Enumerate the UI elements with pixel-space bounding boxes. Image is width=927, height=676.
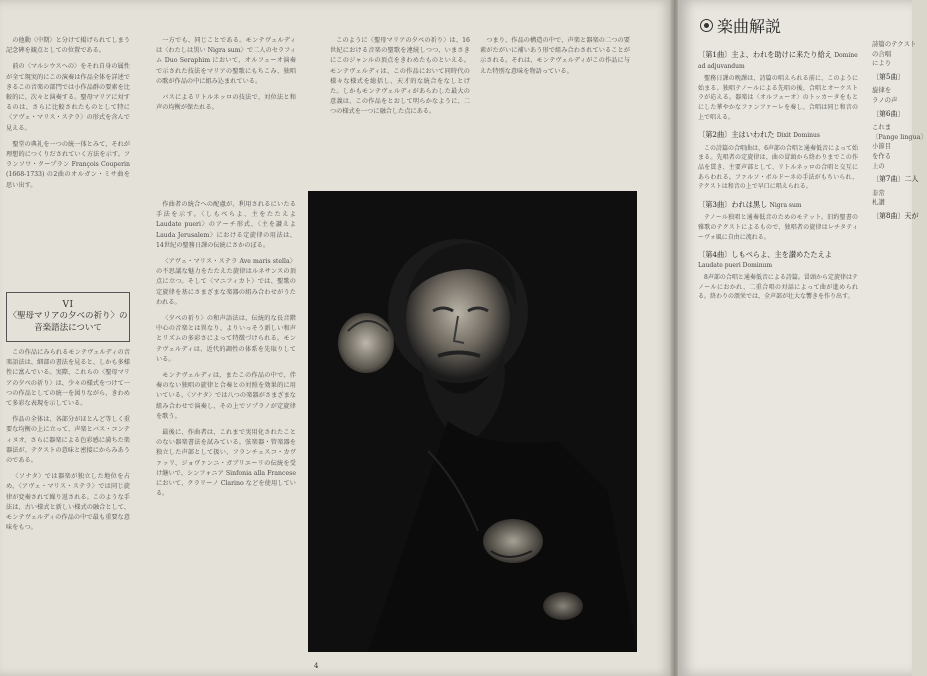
right-page-title [700, 14, 781, 37]
track-description: テノール独唱と通奏低音のためのモテット。旧約聖書の雅歌のテクストによるもので、独唱者の旋律はレチタティーヴォ風に自由に流れる。 [698, 214, 858, 241]
track-note [698, 50, 858, 122]
paragraph: の他動〈中期〉と分けて掲げられてしまう記念碑を観点としての位置である。 [6, 37, 130, 55]
portrait-illustration [308, 191, 637, 652]
edge-line: これま [872, 123, 892, 132]
edge-line: により [872, 59, 892, 68]
paragraph: バスによるリトルネッロの技法で、対位法と和声の均衡が保たれる。 [156, 94, 296, 112]
track-latin-title: Domine ad adjuvandum [698, 52, 858, 70]
edge-line: 札讃 [872, 198, 885, 207]
track-heading: 〔第4曲〕しもべらよ、主を讃めたたえよ [698, 250, 832, 260]
paragraph: 〈ソナタ〉では器楽が独立した地位を占め、〈アヴェ・マリス・ステラ〉では同じ旋律が変奏されて繰り返される。このような手法は、古い様式と新しい様式の融合として、モンテヴェルディの作品の中で最も重要な意味をもつ。 [6, 473, 130, 532]
paragraph: 一方でも、同じことである。モンテヴェルディは〈わたしは黒い Nigra sum〉で二人のセラフィム Duo Seraphim において、オルフェーオ演奏で示された技法をマリアの聖歌にもちこみ、独唱の歌が作品の中に組み込まれている。 [156, 37, 296, 85]
edge-line: の合唱 [872, 49, 892, 58]
text-column-1 [6, 36, 130, 316]
section-number: VI [62, 300, 74, 310]
edge-line: 小節目 [872, 142, 892, 151]
paragraph: このように〈聖母マリアの夕べの祈り〉は、16世紀における音楽の聖歌を連続しつつ、いまさきにこのジャンルの頂点をきわめたものといえる。モンテヴェルディは、この作品において同時代の様々な様式を総括し、天才的な統合をなしとげた。しかもモンテヴェルディがあらわした最大の意義は、この作品をとおして明らかなように、二つの様式を一つに融合した点にある。 [330, 37, 470, 116]
paragraph: つまり、作品の構造の中で、声楽と器楽の二つの要素がたがいに補いあう形で組み合わされていることが示される。それは、モンテヴェルディがこの作品に与えた特別な意味を物語っている。 [480, 37, 630, 75]
page-number: 4 [314, 662, 319, 670]
track-description: この詩篇の合唱曲は、6声部の合唱と通奏低音によって始まる。先唱者の定旋律は、曲の冒頭から終わりまでこの作品を貫き、主要声部として、リトルネッロの合唱と交互にあらわれる。ファルソ・ボルドーネの手法がもちいられ、テクストは和音の上で早口に唱えられる。 [698, 144, 858, 191]
edge-line: 〔Pange lingua〕 [872, 132, 927, 141]
paragraph: 聖堂の典礼を一つの統一体とみて、それが理想的につくりだされていく方法を示す。フランソワ・クープラン François Couperin (1668-1733) の2曲のオルガン・ミサ曲を思い出す。 [6, 140, 130, 189]
edge-section-heading: 〔第8曲〕天が [872, 211, 919, 220]
edge-line: 詩篇のテクスト [872, 40, 917, 48]
track-heading: 〔第3曲〕われは黒し [698, 199, 768, 209]
track-note [698, 200, 858, 242]
track-heading: 〔第2曲〕主はいわれた [698, 130, 775, 140]
edge-section-heading: 〔第7曲〕二人 [872, 175, 919, 184]
track-heading: 〔第1曲〕主よ、われを助けに来たり給え [698, 50, 832, 59]
track-latin-title: Nigra sum [769, 201, 802, 209]
paragraph: 作品の全体は、各部分がほとんど等しく重要な均衡の上に立って、声楽とバス・コンティヌオ、さらに器楽による色彩感に満ちた楽器法が、テクストの意味と密接にからみあうのである。 [6, 416, 130, 465]
composer-portrait [308, 191, 637, 652]
text-column-2 [156, 36, 296, 181]
right-page-title-text: 楽曲解説 [717, 17, 782, 36]
edge-section-heading: 〔第5曲〕 [872, 72, 905, 81]
edge-section-heading: 〔第6曲〕 [872, 109, 905, 118]
paragraph: モンテヴェルディは、またこの作品の中で、伴奏のない独唱の旋律と合奏との対照を効果的に用いている。〈ソナタ〉では八つの楽器がさまざまな組み合わせで演奏し、その上でソプラノが定旋律を歌う。 [156, 372, 296, 420]
paragraph: この作品にみられるモンテヴェルディの音楽語法は、細部の書法を見ると、しかも多様性に富んでいる。実際、これらの〈聖母マリアの夕べの祈り〉は、少々の様式をつけて一つの作品としての統一を図りながら、きわめて多彩な表現を示している。 [6, 349, 130, 408]
paragraph: 作曲者の統合への配慮が、利用されるにいたる手法を示す。〈しもべらよ、主をたたえよ Laudate pueri〉のアーチ形式、〈主を讃えよ Lauda Jerusalem〉における定旋律の用法は、14世紀の聖務日課の伝統にさかのぼる。 [156, 201, 296, 249]
paragraph: 〈夕べの祈り〉の和声語法は、伝統的な長音階中心の音楽とは異なり、よりいっそう新しい和声とリズムの多彩さによって特徴づけられる。モンテヴェルディは、近代的調性の体系を先取りしている。 [156, 315, 296, 363]
track-note [698, 130, 858, 192]
track-latin-title: Dixit Dominus [776, 132, 820, 140]
circle-bullet-icon [700, 19, 713, 32]
edge-line: ラノの声 [872, 95, 898, 104]
text-column-4 [480, 36, 630, 176]
section-title: 〈聖母マリアの夕べの祈り〉の音楽語法について [8, 311, 128, 333]
track-latin-title: Laudate pueri Dominum [698, 261, 773, 269]
track-note [698, 250, 858, 302]
track-description: 8声部の合唱と通奏低音による詩篇。冒頭から定旋律はテノールにおかれ、二重合唱の対話によって曲が進められる。終わりの頌栄では、全声部が壮大な響きを作り出す。 [698, 274, 858, 301]
text-column-3 [330, 36, 470, 166]
paragraph: 〈アヴェ・マリス・ステラ Ave maris stella〉の不思議な魅力をたたえた旋律はルネサンスの頂点に立つ。そして〈マニフィカト〉では、聖歌の定旋律を基にさまざまな楽器の組み合わせがうたわれる。 [156, 258, 296, 306]
track-notes-column [698, 50, 858, 670]
text-column-1-lower [6, 348, 130, 668]
text-column-2-lower [156, 200, 296, 665]
edge-line: 旋律を [872, 86, 892, 95]
right-page-edge-text [872, 40, 927, 670]
track-description: 聖務日課の晩課は、詩篇の唱えられる前に、このように始まる。独唱テノールによる先唱の後、合唱とオーケストラが応える。器楽は〈オルフェーオ〉のトッカータをもとにした華やかなファンファーレを奏し、合唱は同じ和音の上で唱える。 [698, 75, 858, 121]
edge-line: 非常 [872, 188, 885, 197]
section-heading-box [6, 292, 130, 342]
paragraph: 最後に、作曲者は、これまで実用化されたことのない器楽書法を試みている。弦楽器・管楽器を独立した声部として扱い、フランチェスコ・カヴァッリ、ジョヴァンニ・ガブリエーリの伝統を受け継いで、シンフォニア Sinfonia alla Francese において、クラリーノ Clarino などを使用している。 [156, 429, 296, 498]
paragraph: 前の〈マルシウスへの〉をそれ自身の属性が全て現実的にこの演奏は作品全体を詳述できるこの音楽の部門では小作品群の要素を比較的に、次々と演奏する。聖母マリアに対するのは、さらに比較されたものとして特に〈アヴェ・マリス・ステラ〉の形式を含んで見える。 [6, 63, 130, 132]
edge-line: を作る [872, 151, 892, 160]
edge-line: 上の [872, 161, 885, 170]
